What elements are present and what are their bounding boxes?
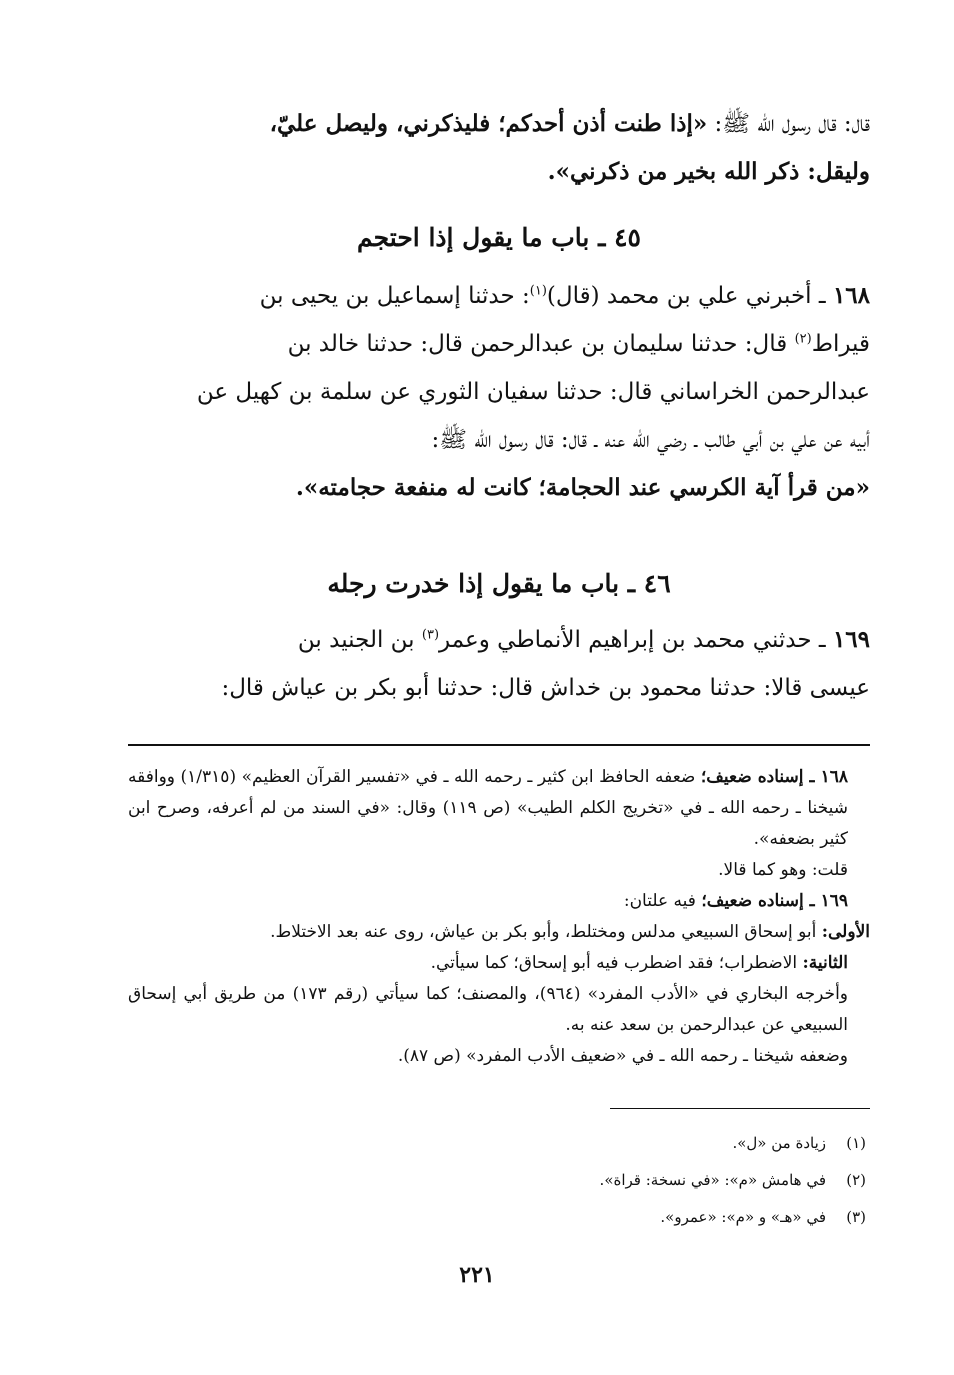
- note-text: ضعفه الحافظ ابن كثير ـ رحمه الله ـ في «تفسير القرآن العظيم» (١/٣١٥) ووافقه شيخنا ـ رحمه الله ـ في «تخريج الكلم الطيب» (ص ١١٩) وقال: «في السند من لم أعرفه، وصرح ابن كثير بضعفه».: [128, 767, 848, 849]
- note-label: الثانية:: [802, 953, 848, 973]
- note-168: [128, 762, 870, 855]
- note-169: [128, 886, 870, 917]
- hadith-168-line-2: [128, 320, 870, 368]
- hadith-168-line-4: أبيه عن علي بن أبي طالب ـ رضي الله عنه ـ قال: قال رسول الله ﷺ:: [431, 427, 870, 453]
- intro-line-1: [128, 100, 870, 148]
- footnote-number: (٢): [846, 1171, 866, 1189]
- page-number: ٢٢١: [459, 1262, 495, 1288]
- note-label: ١٦٩ ـ إسناده ضعيف؛: [701, 891, 848, 911]
- footnote-ref[interactable]: (١): [529, 283, 547, 299]
- intro-line-2: [128, 148, 870, 196]
- text-segment: ـ حدثني محمد بن إبراهيم الأنماطي وعمر: [439, 627, 833, 653]
- hadith-number: ١٦٨: [832, 282, 870, 309]
- chapter-46-heading: ٤٦ ـ باب ما يقول إذا خدرت رجله: [327, 569, 671, 598]
- hadith-168-line-1: [128, 272, 870, 320]
- note-qultu: قلت: وهو كما قالا.: [718, 860, 848, 880]
- note-second-defect: [128, 948, 870, 979]
- chapter-45-heading: ٤٥ ـ باب ما يقول إذا احتجم: [357, 223, 641, 252]
- intro-quote: «إذا طنت أذن أحدكم؛ فليذكرني، وليصل عليّ،: [269, 110, 708, 137]
- hadith-168-line-3: عبدالرحمن الخراساني قال: حدثنا سفيان الثوري عن سلمة بن كهيل عن: [196, 379, 870, 405]
- notes-divider: [128, 744, 870, 746]
- text-segment: ـ أخبرني علي بن محمد (قال): [546, 283, 833, 309]
- hadith-168-line-5: [128, 464, 870, 512]
- text-segment: : حدثنا إسماعيل بن يحيى بن: [259, 283, 530, 309]
- footnotes: [128, 1125, 870, 1236]
- note-text: فيه علتان:: [623, 891, 702, 911]
- note-tadeef: وضعفه شيخنا ـ رحمه الله ـ في «ضعيف الأدب المفرد» (ص ٨٧).: [397, 1046, 848, 1066]
- hadith-169-line-1: [128, 616, 870, 664]
- main-text: [128, 100, 870, 712]
- note-text: الاضطراب؛ فقد اضطرب فيه أبو إسحاق؛ كما سيأتي.: [430, 953, 803, 973]
- footnote-number: (٣): [846, 1208, 866, 1226]
- note-first-defect: [128, 917, 870, 948]
- commentary-notes: [128, 762, 870, 1072]
- footnote-1: [128, 1125, 870, 1162]
- footnote-number: (١): [846, 1134, 866, 1152]
- note-label: ١٦٨ ـ إسناده ضعيف؛: [700, 767, 848, 787]
- intro-quote-end: وليقل: ذكر الله بخير من ذكرني».: [547, 158, 870, 185]
- footnote-ref[interactable]: (٢): [794, 331, 812, 347]
- note-text: أبو إسحاق السبيعي مدلس ومختلط، وأبو بكر بن عياش، روى عنه بعد الاختلاط.: [270, 922, 822, 942]
- note-takhrij: وأخرجه البخاري في «الأدب المفرد» (٩٦٤)، والمصنف؛ كما سيأتي (رقم ١٧٣) من طريق أبي إسحاق السبيعي عن عبدالرحمن بن سعد عنه به.: [128, 984, 848, 1035]
- hadith-number: ١٦٩: [832, 626, 870, 653]
- page-body: [128, 100, 870, 1236]
- footnote-text: زيادة من «ل».: [732, 1134, 826, 1152]
- note-label: الأولى:: [821, 922, 870, 942]
- text-segment: بن الجنيد بن: [297, 627, 422, 653]
- footnote-text: في هامش «م»: «في نسخة: قراة».: [599, 1171, 826, 1189]
- intro-text: قال: قال رسول الله ﷺ:: [707, 111, 870, 137]
- hadith-matn: «من قرأ آية الكرسي عند الحجامة؛ كانت له منفعة حجامته».: [295, 474, 870, 501]
- footnote-text: في «هـ» و «م»: «عمرو».: [660, 1208, 826, 1226]
- text-segment: قال: حدثنا سليمان بن عبدالرحمن قال: حدثنا خالد بن: [287, 331, 795, 357]
- footnote-3: [128, 1199, 870, 1236]
- hadith-169-line-2: عيسى قالا: حدثنا محمود بن خداش قال: حدثنا أبو بكر بن عياش قال:: [221, 675, 870, 701]
- footnote-2: [128, 1162, 870, 1199]
- footnotes-divider: [610, 1108, 870, 1109]
- footnote-ref[interactable]: (٣): [421, 627, 440, 643]
- text-segment: قيراط: [811, 331, 870, 357]
